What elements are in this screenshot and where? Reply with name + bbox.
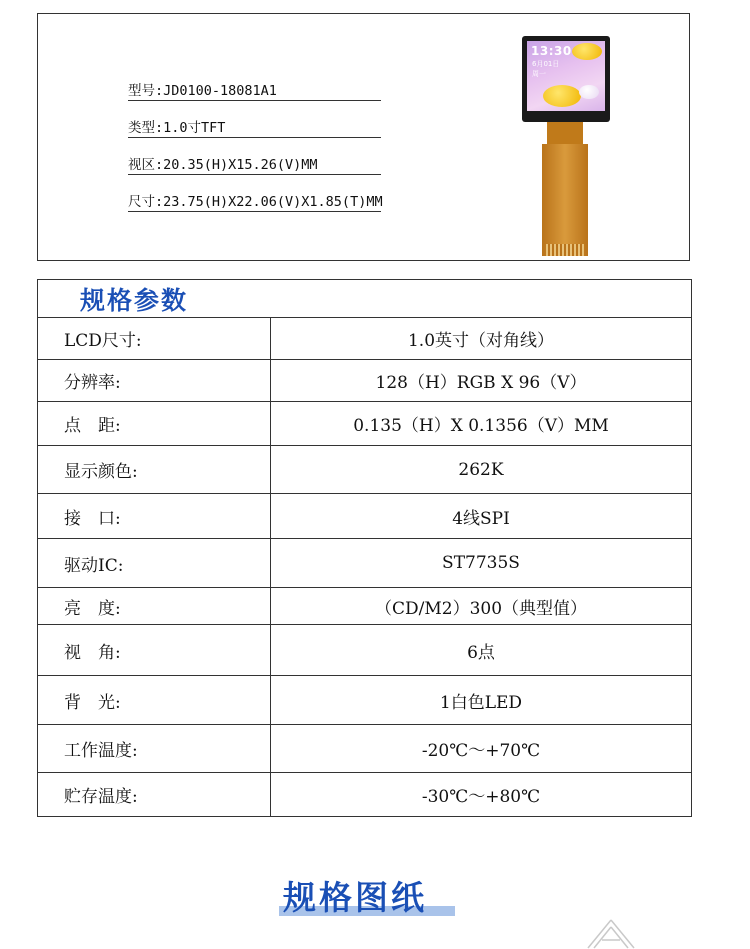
table-row xyxy=(38,360,692,402)
spec-table xyxy=(37,279,692,817)
table-row xyxy=(38,588,692,625)
dimensions: 尺寸:23.75(H)X22.06(V)X1.85(T)MM xyxy=(128,194,383,210)
screen-date xyxy=(532,59,559,79)
table-row xyxy=(38,318,692,360)
fpc-cable xyxy=(542,144,588,256)
spec-label: 点 距: xyxy=(38,402,271,446)
spec-value: 6点 xyxy=(271,625,692,676)
table-row xyxy=(38,625,692,676)
fpc-contacts xyxy=(546,244,584,256)
spec-label: 背 光: xyxy=(38,676,271,725)
spec-value: -20℃～+70℃ xyxy=(271,725,692,773)
spec-label: 亮 度: xyxy=(38,588,271,625)
product-type: 类型:1.0寸TFT xyxy=(128,119,381,138)
fruit-graphic xyxy=(572,43,602,60)
spec-label: 视 角: xyxy=(38,625,271,676)
table-row xyxy=(38,539,692,588)
spec-value: -30℃～+80℃ xyxy=(271,773,692,817)
table-row xyxy=(38,446,692,494)
decorative-diamond-icon xyxy=(586,918,636,949)
table-row xyxy=(38,773,692,817)
fpc-neck xyxy=(547,122,583,146)
spec-value: 262K xyxy=(271,446,692,494)
spec-value: 1.0英寸（对角线） xyxy=(271,318,692,360)
spec-label: 驱动IC: xyxy=(38,539,271,588)
spec-label: LCD尺寸: xyxy=(38,318,271,360)
spec-value: 1白色LED xyxy=(271,676,692,725)
model-number: 型号:JD0100-18081A1 xyxy=(128,82,381,101)
drawing-section-title: 规格图纸 xyxy=(283,878,427,917)
spec-value: 128（H）RGB X 96（V） xyxy=(271,360,692,402)
spec-value: 0.135（H）X 0.1356（V）MM xyxy=(271,402,692,446)
spec-label: 分辨率: xyxy=(38,360,271,402)
spec-label: 显示颜色: xyxy=(38,446,271,494)
screen-time: 13:30 xyxy=(531,44,572,58)
screen-weekday: 周一 xyxy=(532,70,546,78)
screen-date-text: 6月01日 xyxy=(532,60,560,68)
spec-title-row xyxy=(38,280,692,318)
table-row xyxy=(38,676,692,725)
table-row xyxy=(38,494,692,539)
lcd-module-image xyxy=(522,36,612,258)
viewing-area: 视区:20.35(H)X15.26(V)MM xyxy=(128,156,381,175)
table-row xyxy=(38,725,692,773)
spec-value: 4线SPI xyxy=(271,494,692,539)
fruit-graphic xyxy=(579,85,599,99)
table-row xyxy=(38,402,692,446)
lcd-screen-frame xyxy=(522,36,610,122)
spec-label: 工作温度: xyxy=(38,725,271,773)
spec-label: 贮存温度: xyxy=(38,773,271,817)
spec-value: （CD/M2）300（典型值） xyxy=(271,588,692,625)
fruit-graphic xyxy=(543,85,581,107)
product-info-box xyxy=(37,13,690,261)
spec-section-title: 规格参数 xyxy=(80,285,189,315)
spec-title-cell xyxy=(38,280,692,318)
lcd-screen xyxy=(527,41,605,111)
spec-label: 接 口: xyxy=(38,494,271,539)
spec-value: ST7735S xyxy=(271,539,692,588)
